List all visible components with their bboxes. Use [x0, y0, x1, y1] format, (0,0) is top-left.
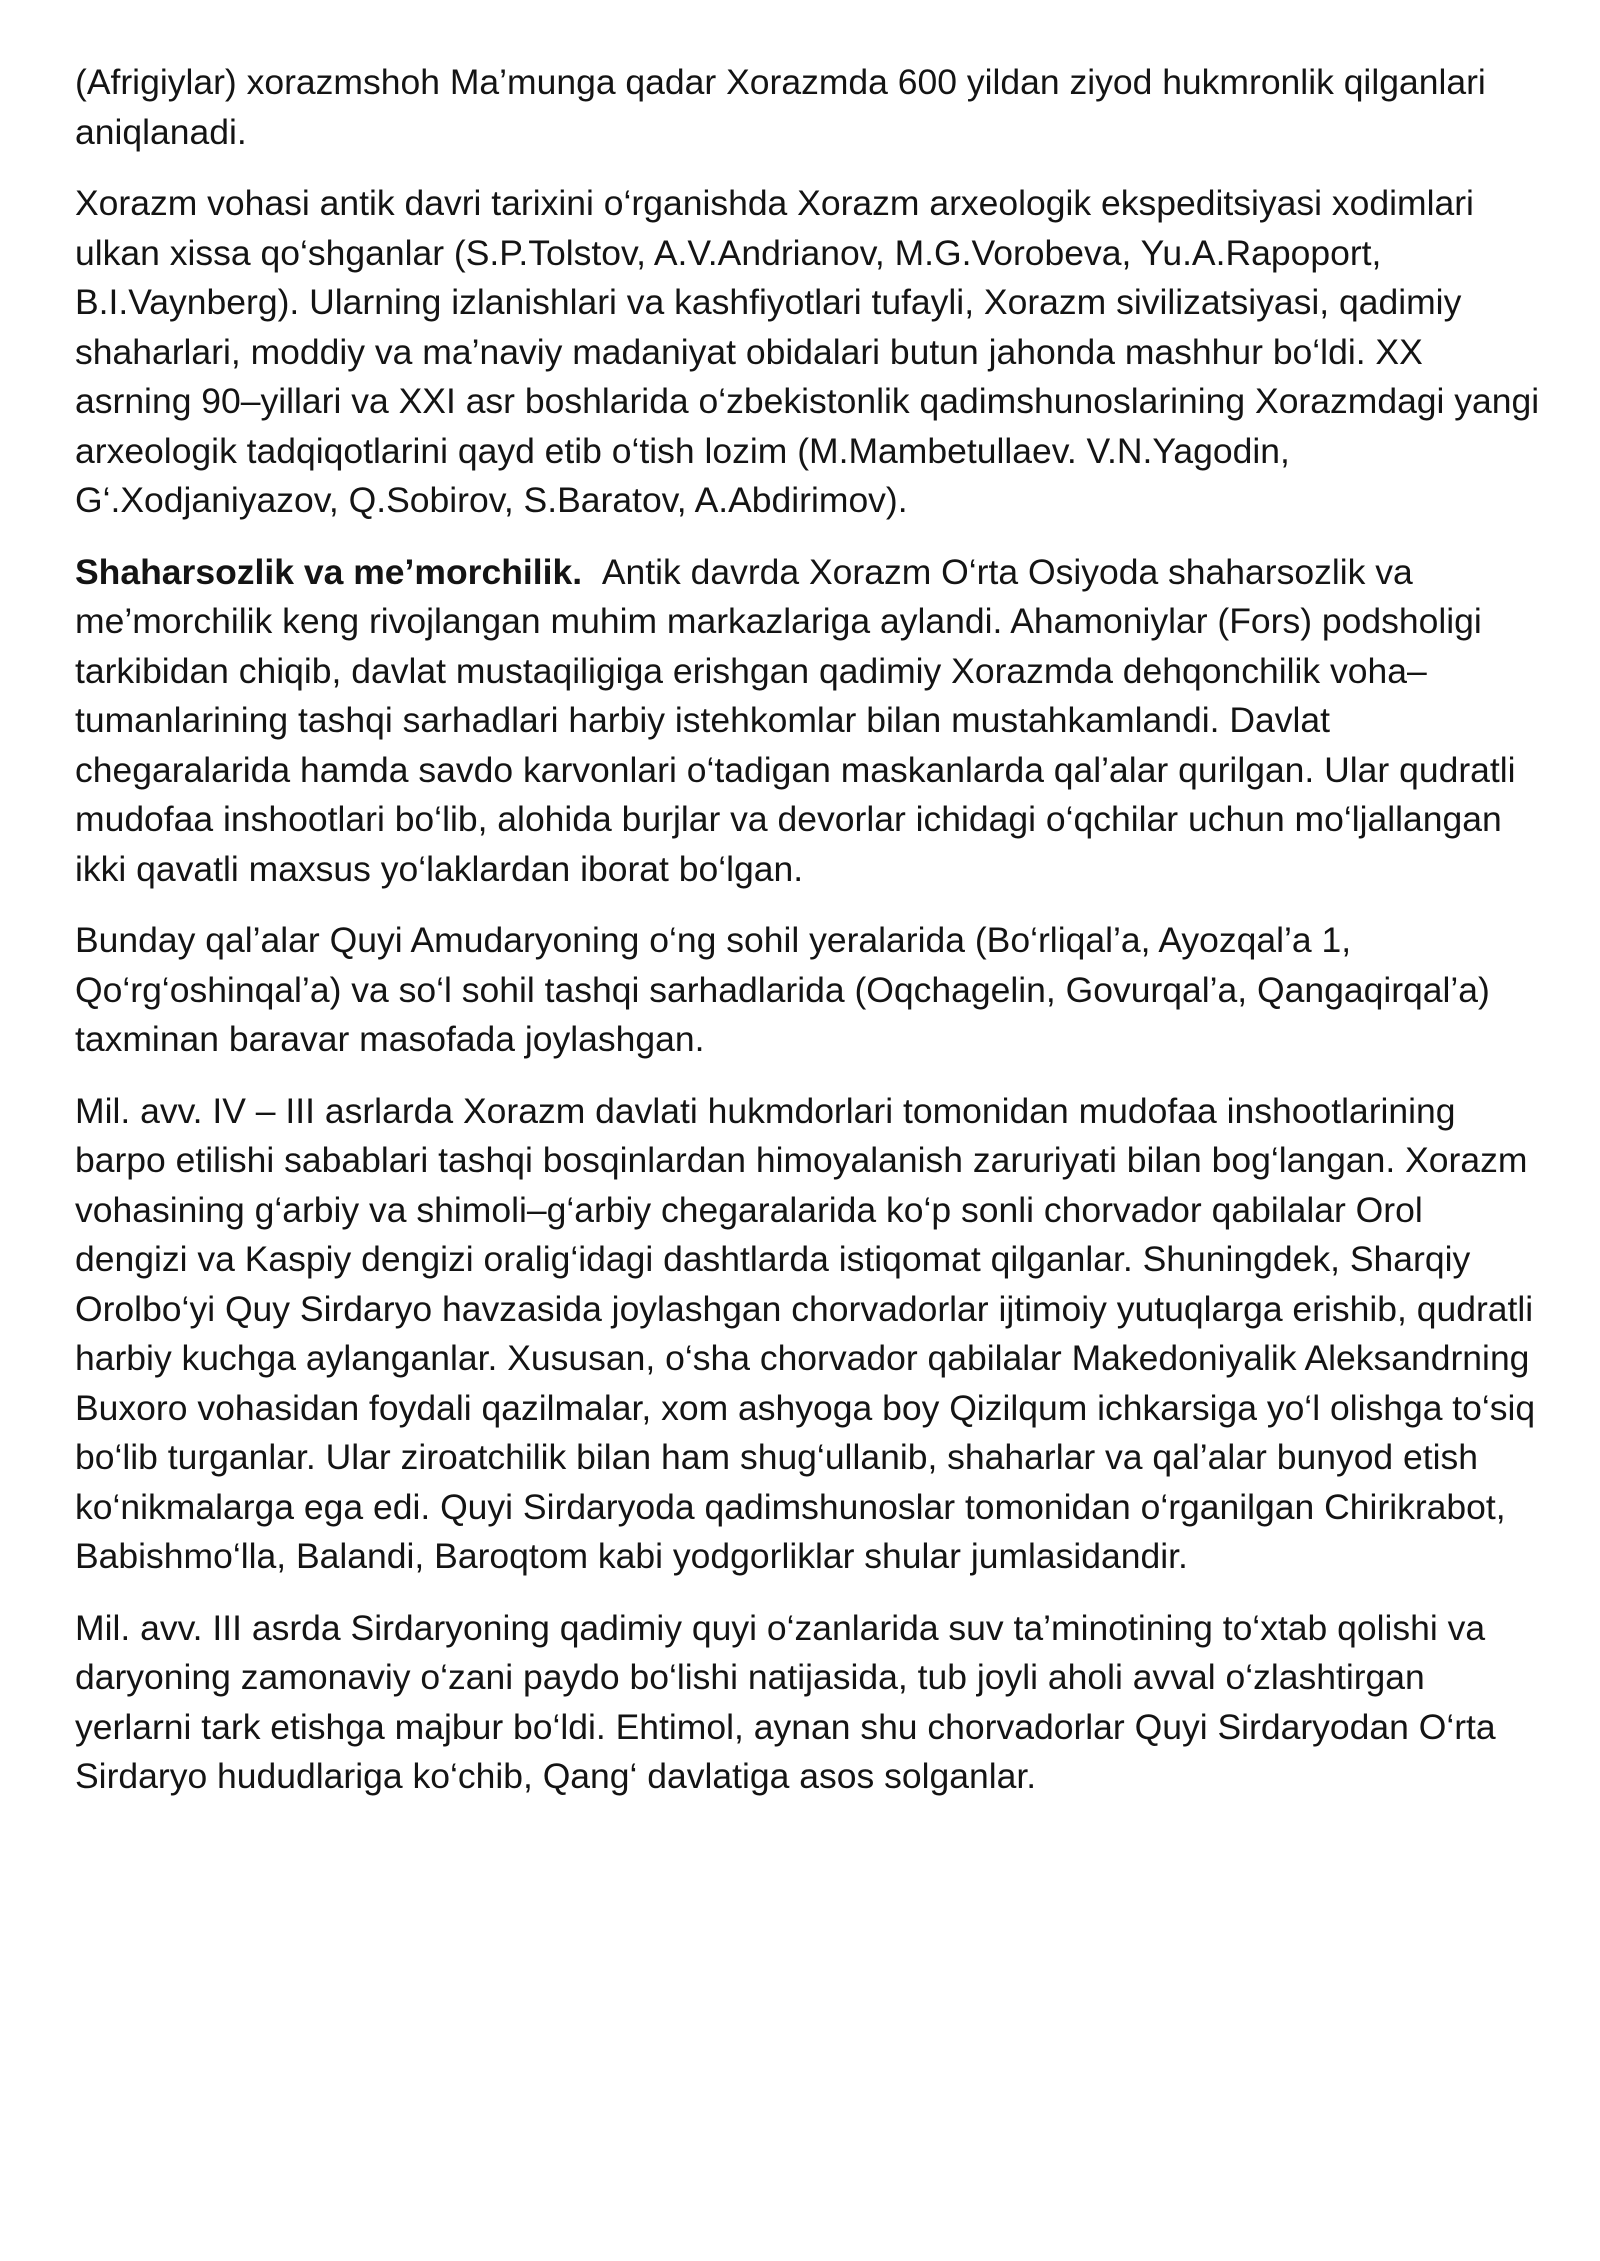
paragraph-text: Mil. avv. III asrda Sirdaryoning qadimiy quyi o‘zanlarida suv ta’minotining to‘xtab qolishi va daryoning zamonaviy o‘zani paydo bo‘lishi natijasida, tub joyli aholi avval o‘zlashtirgan yerlarni tark etishga majbur bo‘ldi. Ehtimol, aynan shu chorvadorlar Quyi Sirdaryodan O‘rta Sirdaryo hududlariga ko‘chib, Qang‘ davlatiga asos solganlar.: [75, 1607, 1496, 1796]
document-page: [75, 58, 1540, 1824]
paragraph-text: Mil. avv. IV – III asrlarda Xorazm davlati hukmdorlari tomonidan mudofaa inshootlarining barpo etilishi sabablari tashqi bosqinlardan himoyalanish zaruriyati bilan bog‘langan. Xorazm vohasining g‘arbiy va shimoli–g‘arbiy chegaralarida ko‘p sonli chorvador qabilalar Orol dengizi va Kaspiy dengizi oralig‘idagi dashtlarda istiqomat qilganlar. Shuningdek, Sharqiy Orolbo‘yi Quy Sirdaryo havzasida joylashgan chorvadorlar ijtimoiy yutuqlarga erishib, qudratli harbiy kuchga aylanganlar. Xususan, o‘sha chorvador qabilalar Makedoniyalik Aleksandrning Buxoro vohasidan foydali qazilmalar, xom ashyoga boy Qizilqum ichkarsiga yo‘l olishga to‘siq bo‘lib turganlar. Ular ziroatchilik bilan ham shug‘ullanib, shaharlar va qal’alar bunyod etish ko‘nikmalarga ega edi. Quyi Sirdaryoda qadimshunoslar tomonidan o‘rganilgan Chirikrabot, Babishmo‘lla, Balandi, Baroqtom kabi yodgorliklar shular jumlasidandir.: [75, 1090, 1536, 1576]
paragraph-text: (Afrigiylar) xorazmshoh Ma’munga qadar Xorazmda 600 yildan ziyod hukmronlik qilganlari aniqlanadi.: [75, 62, 1486, 152]
paragraph-afrigiylar: [75, 58, 1540, 157]
paragraph-defense: [75, 1087, 1540, 1582]
paragraph-urban-planning: [75, 548, 1540, 895]
paragraph-expedition: [75, 179, 1540, 526]
paragraph-fortresses: [75, 916, 1540, 1065]
paragraph-text: Xorazm vohasi antik davri tarixini o‘rganishda Xorazm arxeologik ekspeditsiyasi xodimlari ulkan xissa qo‘shganlar (S.P.Tolstov, A.V.Andrianov, M.G.Vorobeva, Yu.A.Rapoport, B.I.Vaynberg). Ularning izlanishlari va kashfiyotlari tufayli, Xorazm sivilizatsiyasi, qadimiy shaharlari, moddiy va ma’naviy madaniyat obidalari butun jahonda mashhur bo‘ldi. XX asrning 90–yillari va XXI asr boshlarida o‘zbekistonlik qadimshunoslarining Xorazmdagi yangi arxeologik tadqiqotlarini qayd etib o‘tish lozim (M.Mambetullaev. V.N.Yagodin, G‘.Xodjaniyazov, Q.Sobirov, S.Baratov, A.Abdirimov).: [75, 183, 1540, 520]
paragraph-syrdarya: [75, 1604, 1540, 1802]
paragraph-text: Bunday qal’alar Quyi Amudaryoning o‘ng sohil yeralarida (Bo‘rliqal’a, Ayozqal’a 1, Qo‘rg‘oshinqal’a) va so‘l sohil tashqi sarhadlarida (Oqchagelin, Govurqal’a, Qangaqirqal’a) taxminan baravar masofada joylashgan.: [75, 920, 1490, 1059]
paragraph-text: Antik davrda Xorazm O‘rta Osiyoda shaharsozlik va me’morchilik keng rivojlangan muhim markazlariga aylandi. Ahamoniylar (Fors) podsholigi tarkibidan chiqib, davlat mustaqiligiga erishgan qadimiy Xorazmda dehqonchilik voha–tumanlarining tashqi sarhadlari harbiy istehkomlar bilan mustahkamlandi. Davlat chegaralarida hamda savdo karvonlari o‘tadigan maskanlarda qal’alar qurilgan. Ular qudratli mudofaa inshootlari bo‘lib, alohida burjlar va devorlar ichidagi o‘qchilar uchun mo‘ljallangan ikki qavatli maxsus yo‘laklardan iborat bo‘lgan.: [75, 551, 1516, 889]
section-heading: Shaharsozlik va me’morchilik.: [75, 551, 583, 592]
